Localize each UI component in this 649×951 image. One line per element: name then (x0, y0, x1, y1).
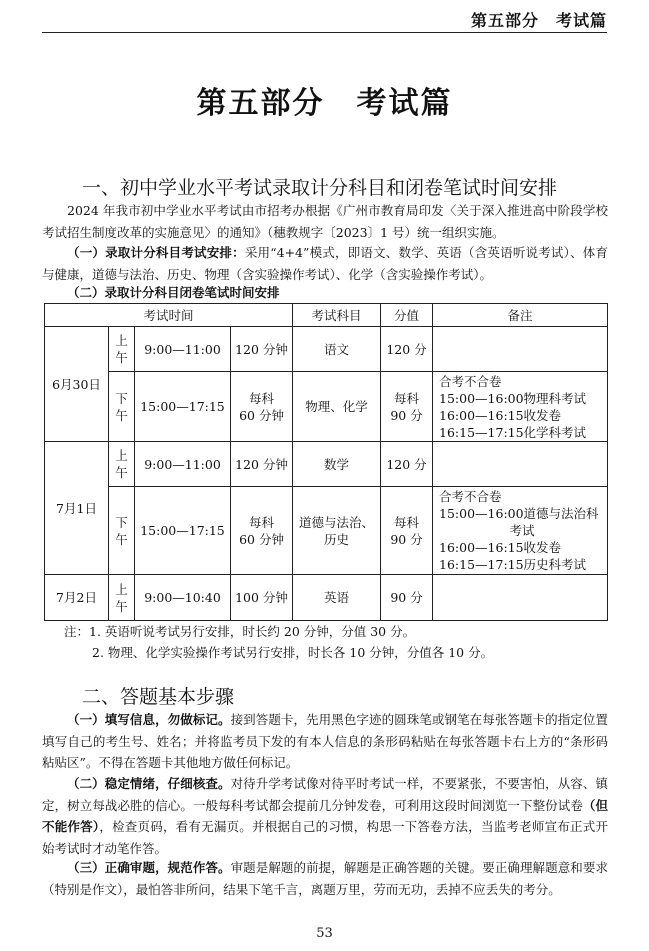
subject-cell: 道德与法治、 历史 (293, 487, 381, 575)
remark-line: 合考不合卷 (439, 373, 502, 389)
remark-line: 15:00—16:00物理科考试 (439, 390, 587, 406)
intro-paragraph: 2024 年我市初中学业水平考试由市招考办根据《广州市教育局印发〈关于深入推进高中阶段学校考试招生制度改革的实施意见〉的通知》（穗教规字〔2023〕1 号）统一组织实施。 (42, 203, 608, 240)
remark-line: 15:00—16:00道德与法治科 (439, 506, 599, 521)
date-cell: 7月2日 (45, 575, 109, 621)
time-cell: 15:00—17:15 (135, 487, 231, 575)
remark-cell (433, 442, 608, 487)
header-remark: 备注 (433, 304, 608, 327)
section-title-1: 一、初中学业水平考试录取计分科目和闭卷笔试时间安排 (82, 177, 558, 199)
table-row (45, 442, 608, 487)
table-header-row (45, 304, 608, 327)
schedule-heading: （二）录取计分科目闭卷笔试时间安排 (67, 285, 280, 300)
note-line: 注：1. 英语听说考试另行安排，时长约 20 分钟，分值 30 分。 (64, 624, 416, 639)
table-row (45, 487, 608, 575)
score-cell: 90 分 (381, 575, 433, 621)
period-cell: 上 午 (109, 442, 135, 487)
running-header-title: 第五部分 考试篇 (470, 11, 607, 30)
score-cell: 120 分 (381, 442, 433, 487)
step-1-label: （一）填写信息，勿做标记。 (67, 712, 231, 727)
remark-cell (433, 372, 608, 442)
header-score: 分值 (381, 304, 433, 327)
subjects-paragraph (42, 242, 608, 285)
period-cell: 上 午 (109, 575, 135, 621)
duration-cell: 120 分钟 (231, 327, 293, 372)
subject-cell: 物理、化学 (293, 372, 381, 442)
duration-cell: 100 分钟 (231, 575, 293, 621)
time-cell: 9:00—11:00 (135, 327, 231, 372)
section-title-2: 二、答题基本步骤 (82, 686, 235, 708)
period-cell: 下 午 (109, 372, 135, 442)
score-cell: 每科 90 分 (381, 487, 433, 575)
score-cell: 每科 90 分 (381, 372, 433, 442)
subject-cell: 英语 (293, 575, 381, 621)
subjects-label: （一）录取计分科目考试安排： (67, 245, 245, 260)
remark-line: 16:15—17:15化学科考试 (439, 424, 587, 440)
table-row (45, 327, 608, 372)
date-cell: 7月1日 (45, 442, 109, 575)
step-3-paragraph (42, 857, 608, 900)
header-time: 考试时间 (45, 304, 293, 327)
table-row (45, 372, 608, 442)
remark-line: 16:15—17:15历史科考试 (439, 557, 587, 572)
remark-line: 合考不合卷 (439, 489, 502, 504)
time-cell: 9:00—11:00 (135, 442, 231, 487)
step-1-paragraph (42, 709, 608, 774)
remark-line: 16:00—16:15收发卷 (439, 407, 562, 423)
step-1-text: 接到答题卡，先用黑色字迹的圆珠笔或钢笔在每张答题卡的指定位置填写自己的考生号、姓名；并将监考员下发的有本人信息的条形码粘贴在每张答题卡右上方的“条形码粘贴区”。不得在答题卡其他地方做任何标记。 (42, 712, 608, 770)
time-cell: 15:00—17:15 (135, 372, 231, 442)
remark-line: 考试 (509, 523, 535, 538)
running-header (42, 6, 607, 33)
remark-cell (433, 575, 608, 621)
exam-schedule-table (44, 303, 608, 621)
duration-cell: 120 分钟 (231, 442, 293, 487)
step-3-text: 审题是解题的前提，解题是正确答题的关键。要正确理解题意和要求（特别是作文），最怕答非所问，结果下笔千言，离题万里，劳而无功，丢掉不应丢失的考分。 (42, 860, 608, 897)
page-number: 53 (316, 926, 333, 941)
subjects-text: 采用“4+4”模式，即语文、数学、英语（含英语听说考试）、体育与健康，道德与法治、历史、物理（含实验操作考试）、化学（含实验操作考试）。 (42, 245, 608, 282)
period-cell: 上 午 (109, 327, 135, 372)
subject-cell: 数学 (293, 442, 381, 487)
part-title: 第五部分 考试篇 (196, 86, 453, 121)
header-subject: 考试科目 (293, 304, 381, 327)
step-2-paragraph (42, 773, 608, 859)
step-2-bold: （但不能作答） (42, 797, 608, 834)
remark-line: 16:00—16:15收发卷 (439, 540, 562, 555)
step-2-text-b: ，检查页码，看有无漏页。并根据自己的习惯，构思一下答卷方法，当监考老师宣布正式开始考试时才动笔作答。 (42, 819, 608, 856)
period-cell: 下 午 (109, 487, 135, 575)
remark-cell (433, 487, 608, 575)
table-row (45, 575, 608, 621)
table-notes (64, 621, 624, 663)
step-2-label: （二）稳定情绪，仔细核查。 (67, 776, 231, 791)
note-line: 2. 物理、化学实验操作考试另行安排，时长各 10 分钟，分值各 10 分。 (92, 645, 494, 660)
score-cell: 120 分 (381, 327, 433, 372)
step-3-label: （三）正确审题，规范作答。 (67, 860, 231, 875)
subject-cell: 语文 (293, 327, 381, 372)
remark-cell (433, 327, 608, 372)
time-cell: 9:00—10:40 (135, 575, 231, 621)
duration-cell: 每科 60 分钟 (231, 487, 293, 575)
duration-cell: 每科 60 分钟 (231, 372, 293, 442)
date-cell: 6月30日 (45, 327, 109, 442)
step-2-text-a: 对待升学考试像对待平时考试一样，不要紧张，不要害怕，从容、镇定，树立每战必胜的信心。一般每科考试都会提前几分钟发卷，可利用这段时间浏览一下整份试卷 (42, 776, 608, 813)
